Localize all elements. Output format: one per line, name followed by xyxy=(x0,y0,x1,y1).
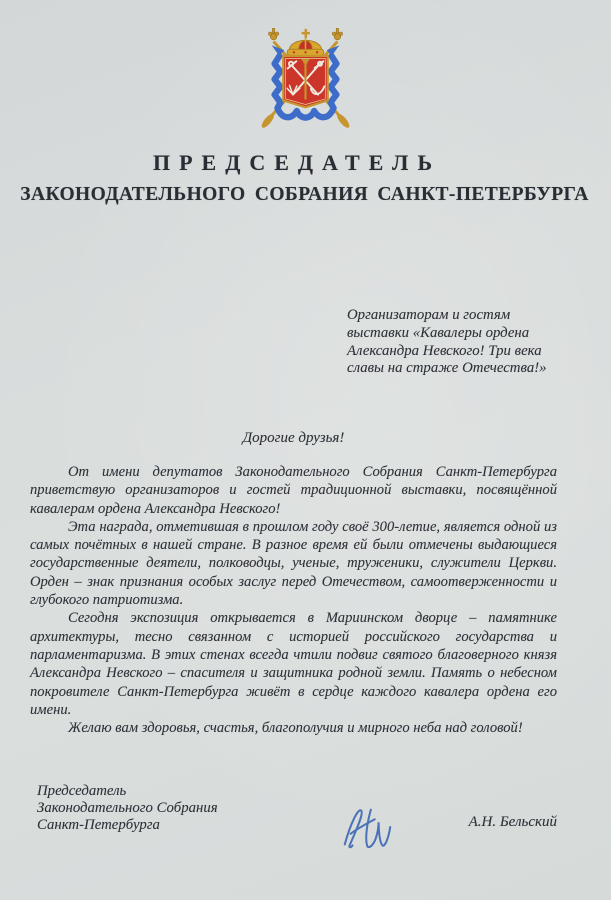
imperial-crown xyxy=(287,29,324,56)
signoff-line: Председатель xyxy=(37,783,127,799)
addressee-line: славы на страже Отечества!» xyxy=(347,360,547,377)
body-paragraph: От имени депутатов Законодательного Собрания Санкт-Петербурга приветствую организаторов и гостей традиционной выставки, посвящённой кавалерам ордена Александра Невского! xyxy=(30,464,557,517)
letterhead-subtitle: ЗАКОНОДАТЕЛЬНОГО СОБРАНИЯ САНКТ-ПЕТЕРБУРГА xyxy=(20,184,589,205)
coat-of-arms-icon xyxy=(233,26,378,143)
addressee-line: Организаторам и гостям xyxy=(347,307,511,323)
signoff-line: Законодательного Собрания xyxy=(37,799,218,816)
body-paragraph: Желаю вам здоровья, счастья, благополучия и мирного неба над головой! xyxy=(68,720,523,737)
handwritten-signature xyxy=(331,799,403,857)
body-paragraph: Эта награда, отметившая в прошлом году своё 300-летие, является одной из самых почётных в нашей стране. В разное время ей были отмечены выдающиеся государственные деятели, полководцы, ученые, труженики, служители Церкви. Орден – знак признания особых заслуг перед Отечеством, самоотверженности и глубокого патриотизма. xyxy=(30,518,557,609)
letterhead-title: ПРЕДСЕДАТЕЛЬ xyxy=(152,150,441,175)
addressee-line: Александра Невского! Три века xyxy=(347,342,542,359)
letter-body xyxy=(30,463,557,737)
addressee-block xyxy=(347,307,547,378)
signoff-line: Санкт-Петербурга xyxy=(37,816,160,833)
salutation: Дорогие друзья! xyxy=(242,430,345,446)
addressee-line: выставки «Кавалеры ордена xyxy=(347,324,530,341)
body-paragraph: Сегодня экспозиция открывается в Мариинском дворце – памятнике архитектуры, тесно связанном с историей российского государства и парламентаризма. В этих стенах всегда чтили подвиг святого благоверного князя Александра Невского – спасителя и защитника родной земли. Память о небесном покровителе Санкт-Петербурга живёт в сердце каждого кавалера ордена его имени. xyxy=(30,610,557,718)
signoff-position xyxy=(37,783,218,833)
signer-name: А.Н. Бельский xyxy=(468,814,557,830)
